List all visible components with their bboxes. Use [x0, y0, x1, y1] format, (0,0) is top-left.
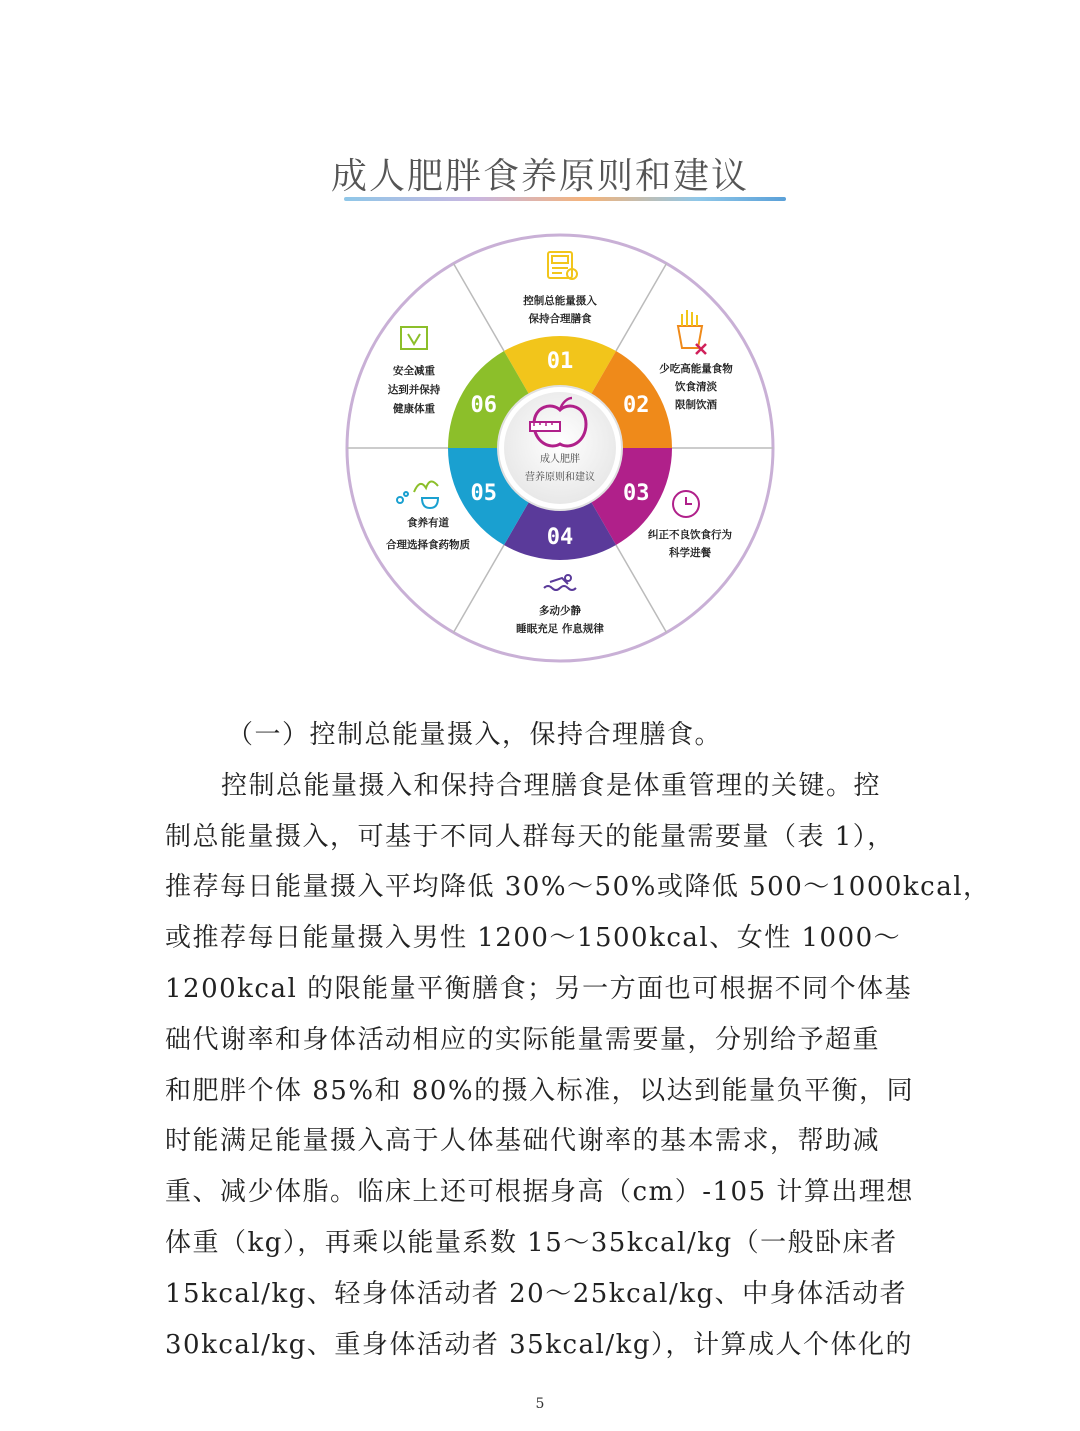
segment-06-line2: 达到并保持 [387, 384, 441, 396]
paragraph-line: 时能满足能量摄入高于人体基础代谢率的基本需求，帮助减 [165, 1126, 881, 1157]
segment-number-03: 03 [622, 481, 650, 506]
paragraph-line: 体重（kg），再乘以能量系数 15～35kcal/kg（一般卧床者 [165, 1227, 898, 1258]
segment-04-line2: 睡眠充足 作息规律 [516, 623, 604, 635]
segment-06-line1: 安全减重 [393, 365, 435, 377]
paragraph-line: 或推荐每日能量摄入男性 1200～1500kcal、女性 1000～ [165, 923, 902, 954]
title-underline [344, 197, 786, 201]
segment-04-line1: 多动少静 [539, 605, 581, 617]
paragraph-line: 30kcal/kg、重身体活动者 35kcal/kg），计算成人个体化的 [165, 1329, 914, 1360]
segment-01-line1: 控制总能量摄入 [523, 295, 597, 307]
segment-03-line1: 纠正不良饮食行为 [648, 529, 732, 541]
paragraph-line: 重、减少体脂。临床上还可根据身高（cm）-105 计算出理想 [165, 1177, 914, 1208]
section-heading: （一）控制总能量摄入，保持合理膳食。 [227, 720, 723, 750]
segment-03-line2: 科学进餐 [669, 547, 711, 559]
segment-number-04: 04 [546, 525, 574, 550]
segment-06-line3: 健康体重 [393, 403, 435, 415]
page-number: 5 [535, 1396, 545, 1412]
center-label-line1: 成人肥胖 [540, 454, 580, 465]
paragraph-line: 制总能量摄入，可基于不同人群每天的能量需要量（表 1）， [165, 821, 895, 852]
segment-02-line1: 少吃高能量食物 [659, 363, 733, 375]
segment-number-06: 06 [470, 393, 498, 418]
segment-number-02: 02 [622, 393, 650, 418]
paragraph-line: 1200kcal 的限能量平衡膳食；另一方面也可根据不同个体基 [165, 973, 913, 1004]
segment-05-line1: 食养有道 [407, 517, 449, 529]
page-title: 成人肥胖食养原则和建议 [330, 156, 749, 197]
segment-05-line2: 合理选择食药物质 [386, 539, 470, 551]
segment-02-line3: 限制饮酒 [675, 399, 717, 411]
paragraph-line: 控制总能量摄入和保持合理膳食是体重管理的关键。控 [221, 770, 882, 801]
body-text [165, 710, 991, 1370]
segment-01-line2: 保持合理膳食 [528, 313, 592, 325]
principles-wheel-diagram [340, 228, 780, 668]
center-label-line2: 营养原则和建议 [525, 472, 595, 483]
paragraph-line: 和肥胖个体 85%和 80%的摄入标准，以达到能量负平衡，同 [165, 1075, 915, 1106]
segment-number-05: 05 [470, 481, 498, 506]
paragraph-line: 推荐每日能量摄入平均降低 30%～50%或降低 500～1000kcal， [165, 872, 991, 903]
segment-02-line2: 饮食清淡 [675, 381, 717, 393]
paragraph-line: 础代谢率和身体活动相应的实际能量需要量，分别给予超重 [165, 1024, 881, 1055]
segment-number-01: 01 [546, 349, 574, 374]
paragraph-line: 15kcal/kg、轻身体活动者 20～25kcal/kg、中身体活动者 [165, 1278, 908, 1309]
